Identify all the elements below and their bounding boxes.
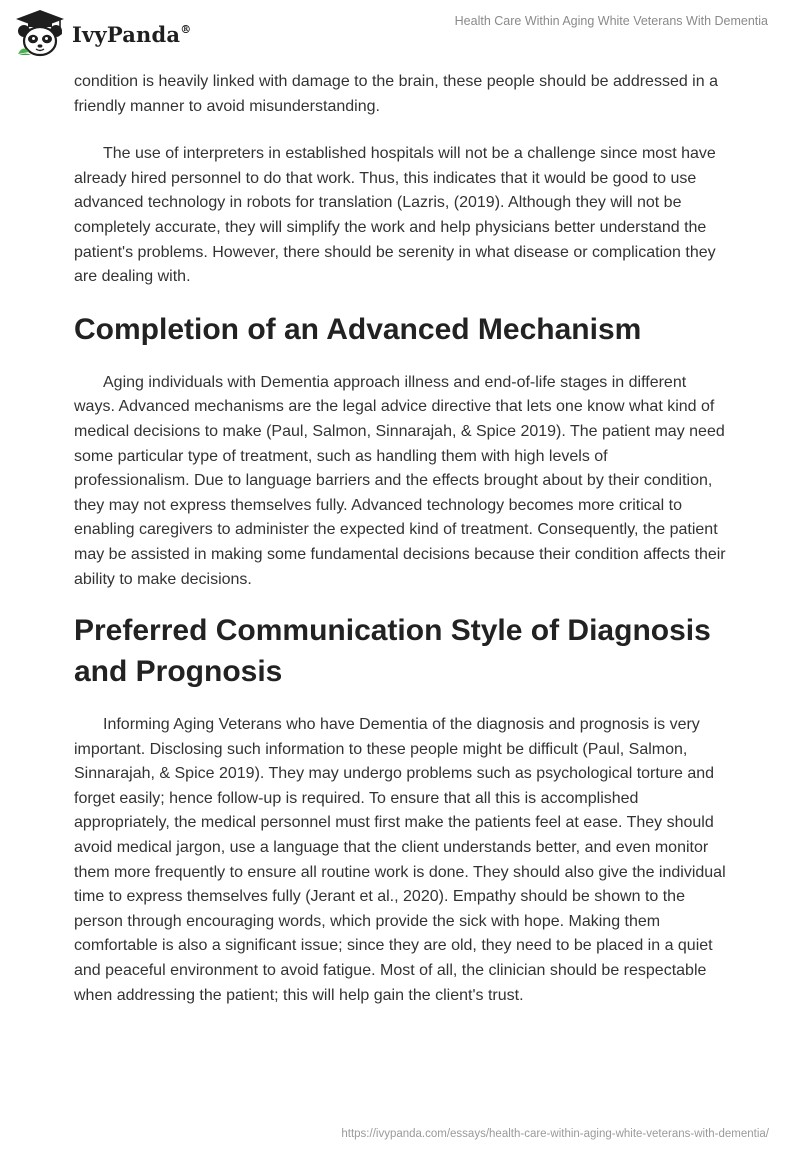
interpreters-paragraph: The use of interpreters in established hospitals will not be a challenge since most have already hired personnel to do that work. Thus, this indicates that it would be good to use advanced technology in robots for translation (Lazris, (2019). Although they will not be completely accurate, they will simplify the work and help physicians better understand the patient's problems. However, there should be serenity in what disease or complication they are dealing with. — [74, 145, 716, 286]
panda-graduate-icon — [14, 8, 66, 58]
advanced-mechanism-paragraph: Aging individuals with Dementia approach illness and end-of-life stages in different ways. Advanced mechanisms are the legal advice directive that lets one know what kind of medical decisions to make (Paul, Salmon, Sinnarajah, & Spice 2019). The patient may need some particular type of treatment, such as handling them with high levels of professionalism. Due to language barriers and the effects brought about by their condition, they may not express themselves fully. Advanced technology becomes more critical to enabling caregivers to administer the expected kind of treatment. Consequently, the patient may be assisted in making some fundamental decisions because their condition affects their ability to make decisions. — [74, 373, 726, 588]
section-heading-communication-style: Preferred Communication Style of Diagnosis and Prognosis — [74, 614, 711, 689]
brand-name: IvyPanda® — [72, 21, 192, 47]
source-url[interactable]: https://ivypanda.com/essays/health-care-within-aging-white-veterans-with-dementia/ — [341, 1128, 769, 1140]
document-title: Health Care Within Aging White Veterans With Dementia — [454, 14, 768, 28]
page-header — [0, 0, 800, 64]
ivypanda-logo[interactable] — [14, 8, 191, 58]
essay-body — [74, 70, 726, 1008]
intro-paragraph: condition is heavily linked with damage to the brain, these people should be addressed in a friendly manner to avoid misunderstanding. — [74, 73, 718, 115]
section-heading-advanced-mechanism: Completion of an Advanced Mechanism — [74, 312, 642, 346]
communication-style-paragraph: Informing Aging Veterans who have Dementia of the diagnosis and prognosis is very important. Disclosing such information to these people might be difficult (Paul, Salmon, Sinnarajah, & Spice 2019). They may undergo problems such as psychological torture and forget easily; hence follow-up is required. To ensure that all this is accomplished appropriately, the medical personnel must first make the patients feel at ease. They should avoid medical jargon, use a language that the client understands better, and even monitor them more frequently to ensure all routine work is done. They should also give the individual time to express themselves fully (Jerant et al., 2020). Empathy should be shown to the person through encouraging words, which provide the sick with hope. Making them comfortable is also a significant issue; since they are old, they need to be placed in a quiet and peaceful environment to avoid fatigue. Most of all, the clinician should be respectable when addressing the patient; this will help gain the client's trust. — [74, 716, 726, 1004]
